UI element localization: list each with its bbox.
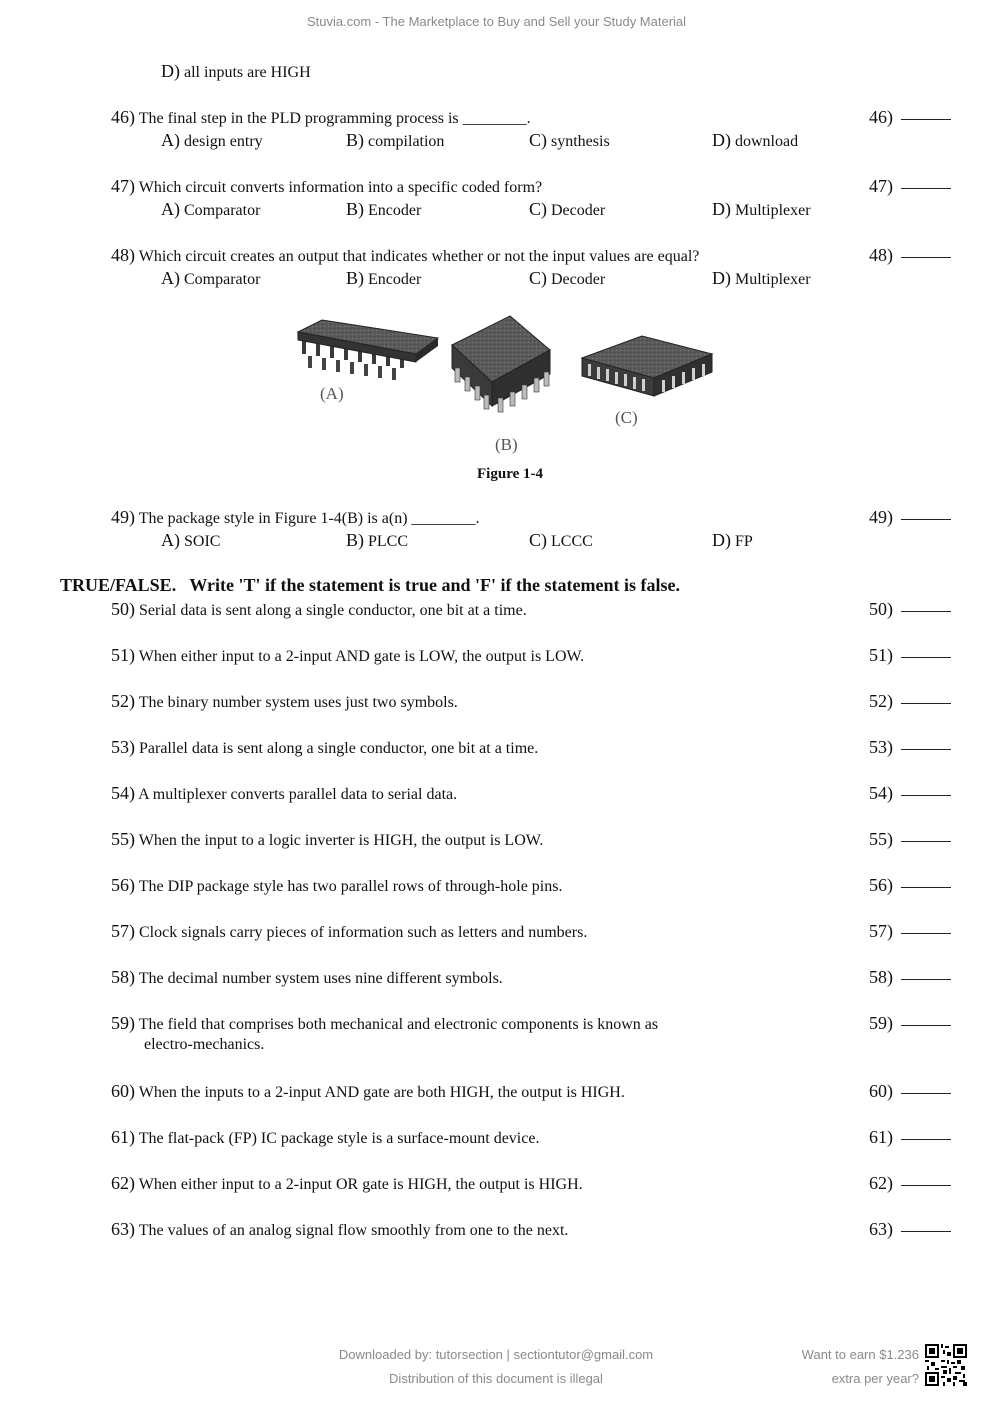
blank-line [901,841,951,842]
page-header: Stuvia.com - The Marketplace to Buy and Sell your Study Material [306,14,687,29]
q48-option-a [161,268,260,289]
answer-number: 62) [869,1173,893,1193]
question-text: Clock signals carry pieces of information such as letters and numbers. [139,924,588,941]
tf-question-56 [111,875,562,896]
footer-distribution-notice: Distribution of this document is illegal [389,1371,603,1386]
option-text: LCCC [551,533,593,550]
question-text: A multiplexer converts parallel data to serial data. [138,786,458,803]
tf-question-63 [111,1219,568,1240]
footer-earn-promo-line2[interactable]: extra per year? [831,1371,919,1386]
question-text: Which circuit converts information into a specific coded form? [138,179,543,196]
tf-question-54 [111,783,457,804]
question-text: The final step in the PLD programming process is ________. [138,110,531,127]
answer-blank-57[interactable] [869,921,951,942]
answer-number: 54) [869,783,893,803]
question-number: 52) [111,691,135,711]
question-number: 57) [111,921,135,941]
answer-number: 55) [869,829,893,849]
blank-line [901,887,951,888]
tf-question-60 [111,1081,625,1102]
option-text: Encoder [368,271,422,288]
figure-label-b: (B) [495,435,518,454]
question-text: The field that comprises both mechanical and electronic components is known as [138,1016,659,1033]
option-letter: A) [161,530,180,550]
blank-line [901,657,951,658]
answer-blank-48[interactable] [869,245,951,266]
answer-number: 47) [869,176,893,196]
tf-question-51 [111,645,584,666]
question-text: The binary number system uses just two symbols. [138,694,458,711]
question-text: The flat-pack (FP) IC package style is a surface-mount device. [138,1130,540,1147]
tf-question-53 [111,737,538,758]
answer-blank-50[interactable] [869,599,951,620]
option-letter: A) [161,130,180,150]
option-letter: C) [529,530,547,550]
option-letter: D) [712,530,731,550]
q45-option-d [161,61,311,82]
question-text: The package style in Figure 1-4(B) is a(n) ________. [138,510,480,527]
q48-option-d [712,268,811,289]
q46-option-d [712,130,798,151]
answer-number: 61) [869,1127,893,1147]
blank-line [901,119,951,120]
question-number: 58) [111,967,135,987]
tf-question-59 [111,1013,658,1034]
q47-option-b [346,199,421,220]
question-text: Which circuit creates an output that indicates whether or not the input values are equal? [138,248,700,265]
question-number: 53) [111,737,135,757]
lccc-package-icon [582,336,712,396]
ic-packages-figure [292,310,732,465]
q47-option-a [161,199,260,220]
question-number: 48) [111,245,135,265]
option-text: synthesis [551,133,610,150]
blank-line [901,933,951,934]
option-letter: C) [529,199,547,219]
question-49 [111,507,480,528]
question-text: The values of an analog signal flow smoothly from one to the next. [138,1222,569,1239]
footer-downloaded-by: Downloaded by: tutorsection | sectiontutor@gmail.com [338,1347,654,1362]
blank-line [901,1139,951,1140]
q49-option-c [529,530,593,551]
answer-number: 48) [869,245,893,265]
answer-number: 46) [869,107,893,127]
figure-label-c: (C) [615,408,638,427]
answer-blank-63[interactable] [869,1219,951,1240]
answer-number: 59) [869,1013,893,1033]
answer-number: 52) [869,691,893,711]
answer-number: 50) [869,599,893,619]
option-letter: B) [346,268,364,288]
question-number: 46) [111,107,135,127]
q46-option-c [529,130,610,151]
question-48 [111,245,699,266]
answer-number: 53) [869,737,893,757]
question-text: Parallel data is sent along a single conductor, one bit at a time. [139,740,539,757]
question-number: 63) [111,1219,135,1239]
q49-option-d [712,530,753,551]
option-text: SOIC [184,533,221,550]
tf-question-59-continued: electro-mechanics. [144,1036,265,1053]
option-letter: D) [712,268,731,288]
option-text: FP [735,533,753,550]
question-number: 56) [111,875,135,895]
option-text: Comparator [184,202,261,219]
answer-number: 60) [869,1081,893,1101]
blank-line [901,257,951,258]
answer-number: 57) [869,921,893,941]
q46-option-b [346,130,444,151]
question-text: Serial data is sent along a single conductor, one bit at a time. [139,602,527,619]
answer-blank-51[interactable] [869,645,951,666]
option-letter: B) [346,130,364,150]
question-text: When either input to a 2-input AND gate is LOW, the output is LOW. [138,648,585,665]
answer-blank-58[interactable] [869,967,951,988]
question-text: The DIP package style has two parallel rows of through-hole pins. [138,878,563,895]
tf-question-50 [111,599,527,620]
blank-line [901,611,951,612]
option-letter: D) [161,61,180,81]
qr-code-icon[interactable] [925,1344,967,1386]
answer-number: 56) [869,875,893,895]
tf-question-61 [111,1127,539,1148]
question-text: When the inputs to a 2-input AND gate are both HIGH, the output is HIGH. [138,1084,625,1101]
question-number: 50) [111,599,135,619]
question-text: The decimal number system uses nine different symbols. [138,970,503,987]
figure-caption: Figure 1-4 [477,466,543,482]
q47-option-c [529,199,605,220]
option-text: PLCC [368,533,409,550]
option-text: Multiplexer [735,202,811,219]
question-text: When the input to a logic inverter is HIGH, the output is LOW. [138,832,544,849]
question-number: 60) [111,1081,135,1101]
option-letter: B) [346,199,364,219]
blank-line [901,519,951,520]
soic-package-icon [298,320,438,380]
q48-option-b [346,268,421,289]
option-letter: B) [346,530,364,550]
question-number: 54) [111,783,135,803]
blank-line [901,1185,951,1186]
q49-option-a [161,530,220,551]
question-46 [111,107,531,128]
question-number: 55) [111,829,135,849]
question-number: 61) [111,1127,135,1147]
tf-question-52 [111,691,458,712]
option-letter: C) [529,268,547,288]
answer-blank-49[interactable] [869,507,951,528]
section-title: TRUE/FALSE. Write 'T' if the statement is true and 'F' if the statement is false. [60,575,680,595]
question-number: 47) [111,176,135,196]
question-number: 59) [111,1013,135,1033]
tf-question-55 [111,829,543,850]
answer-blank-46[interactable] [869,107,951,128]
blank-line [901,795,951,796]
answer-blank-47[interactable] [869,176,951,197]
q47-option-d [712,199,811,220]
option-text: design entry [184,133,263,150]
answer-blank-56[interactable] [869,875,951,896]
question-number: 51) [111,645,135,665]
q48-option-c [529,268,605,289]
answer-blank-60[interactable] [869,1081,951,1102]
option-letter: A) [161,268,180,288]
option-text: Multiplexer [735,271,811,288]
plcc-package-icon [452,316,550,412]
option-text: download [735,133,799,150]
question-number: 49) [111,507,135,527]
question-number: 62) [111,1173,135,1193]
question-text: When either input to a 2-input OR gate is HIGH, the output is HIGH. [138,1176,583,1193]
blank-line [901,1093,951,1094]
option-letter: D) [712,130,731,150]
answer-blank-53[interactable] [869,737,951,758]
tf-question-58 [111,967,503,988]
answer-blank-59[interactable] [869,1013,951,1034]
figure-label-a: (A) [320,384,344,403]
q46-option-a [161,130,263,151]
question-47 [111,176,542,197]
answer-blank-52[interactable] [869,691,951,712]
answer-blank-54[interactable] [869,783,951,804]
blank-line [901,703,951,704]
option-letter: C) [529,130,547,150]
answer-number: 58) [869,967,893,987]
option-text: Decoder [551,271,606,288]
answer-number: 51) [869,645,893,665]
tf-question-62 [111,1173,583,1194]
option-text: all inputs are HIGH [184,64,311,81]
option-text: Comparator [184,271,261,288]
answer-number: 49) [869,507,893,527]
answer-number: 63) [869,1219,893,1239]
q49-option-b [346,530,408,551]
blank-line [901,979,951,980]
tf-question-57 [111,921,587,942]
option-letter: D) [712,199,731,219]
option-letter: A) [161,199,180,219]
blank-line [901,1231,951,1232]
footer-earn-promo-line1[interactable]: Want to earn $1.236 [801,1347,919,1362]
answer-blank-55[interactable] [869,829,951,850]
answer-blank-61[interactable] [869,1127,951,1148]
option-text: Encoder [368,202,422,219]
option-text: Decoder [551,202,606,219]
blank-line [901,749,951,750]
blank-line [901,1025,951,1026]
answer-blank-62[interactable] [869,1173,951,1194]
option-text: compilation [368,133,445,150]
blank-line [901,188,951,189]
